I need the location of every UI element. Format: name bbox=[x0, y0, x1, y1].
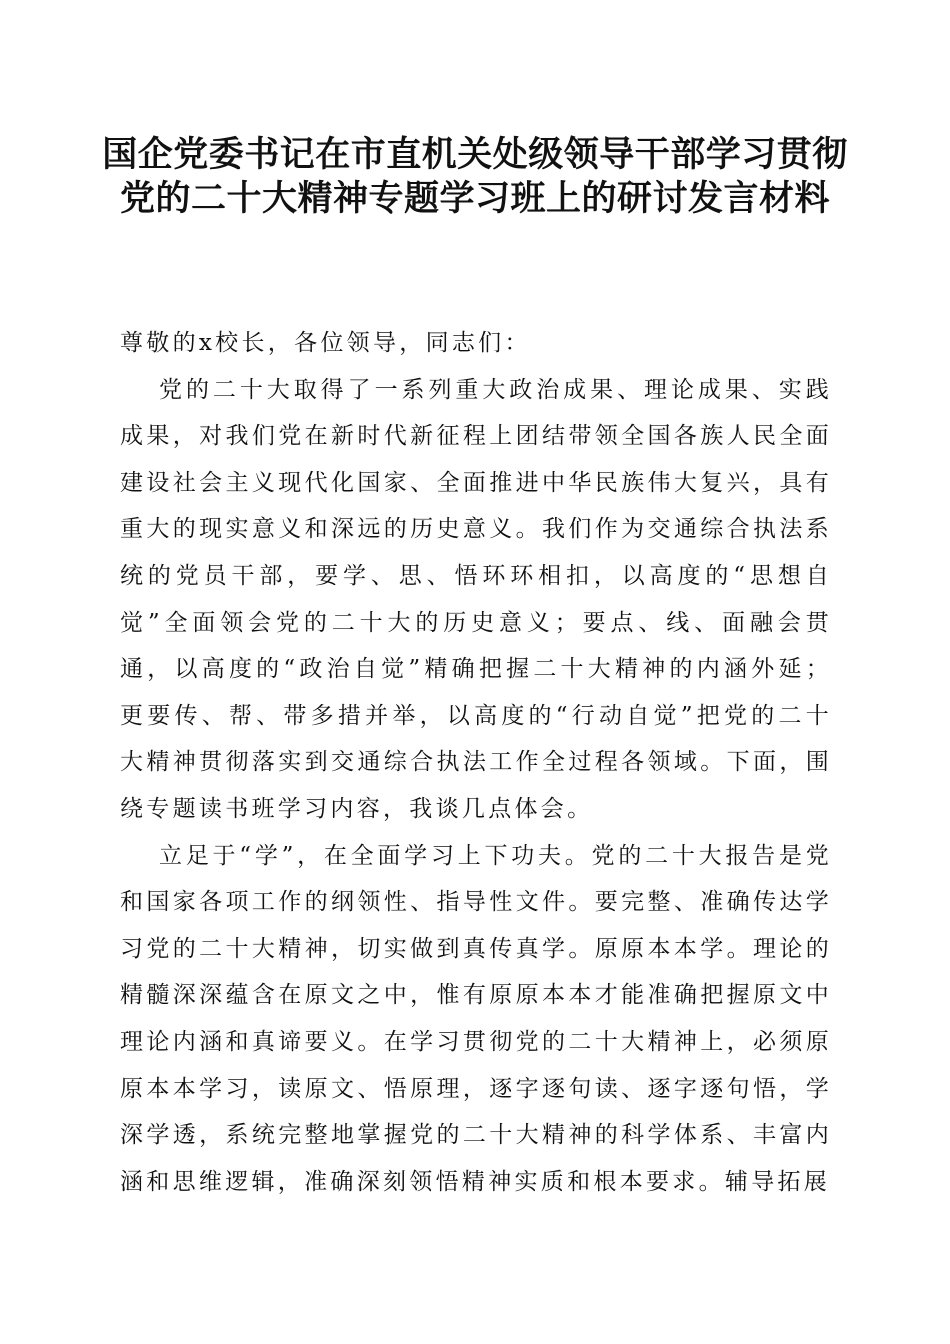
document-title: 国企党委书记在市直机关处级领导干部学习贯彻党的二十大精神专题学习班上的研讨发言材料 bbox=[102, 135, 848, 219]
salutation: 尊敬的x校长，各位领导，同志们： bbox=[120, 330, 531, 356]
document-body bbox=[120, 320, 832, 1205]
paragraph-study: 立足于“学”，在全面学习上下功夫。党的二十大报告是党和国家各项工作的纲领性、指导性文件。要完整、准确传达学习党的二十大精神，切实做到真传真学。原原本本学。理论的精髓深深蕴含在原文之中，惟有原原本本才能准确把握原文中理论内涵和真谛要义。在学习贯彻党的二十大精神上，必须原原本本学习，读原文、悟原理，逐字逐句读、逐字逐句悟，学深学透，系统完整地掌握党的二十大精神的科学体系、丰富内涵和思维逻辑，准确深刻领悟精神实质和根本要求。辅导拓展 bbox=[120, 842, 832, 1195]
paragraph-intro: 党的二十大取得了一系列重大政治成果、理论成果、实践成果，对我们党在新时代新征程上团结带领全国各族人民全面建设社会主义现代化国家、全面推进中华民族伟大复兴，具有重大的现实意义和深远的历史意义。我们作为交通综合执法系统的党员干部，要学、思、悟环环相扣，以高度的“思想自觉”全面领会党的二十大的历史意义；要点、线、面融会贯通，以高度的“政治自觉”精确把握二十大精神的内涵外延；更要传、帮、带多措并举，以高度的“行动自觉”把党的二十大精神贯彻落实到交通综合执法工作全过程各领域。下面，围绕专题读书班学习内容，我谈几点体会。 bbox=[120, 376, 832, 822]
